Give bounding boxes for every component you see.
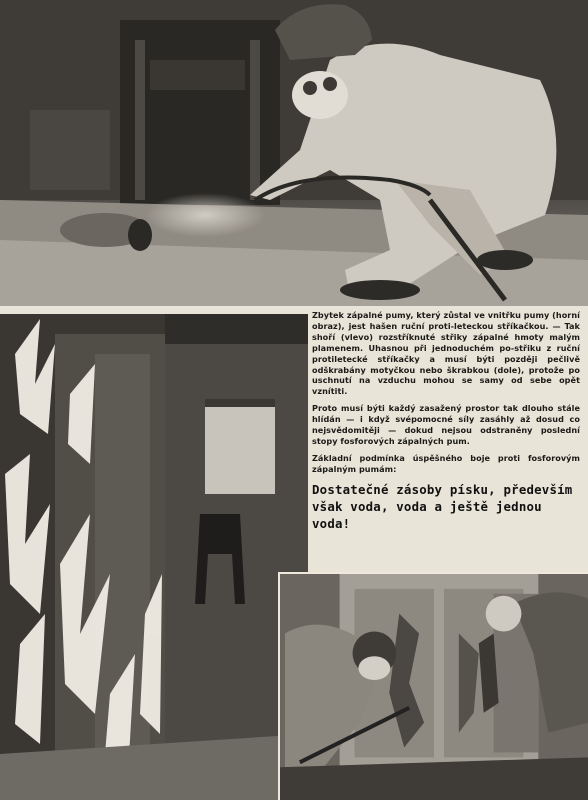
headline-water-sand: Dostatečné zásoby písku, především však voda, voda a ještě jednou voda!	[312, 481, 573, 531]
photo-top-firefighter	[0, 0, 588, 306]
photo-left-burning-door	[0, 314, 308, 800]
caption-paragraph-3: Základní podmínka úspěšného boje proti fosforovým zápalným pumám:	[312, 452, 580, 474]
caption-paragraph-1: Zbytek zápalné pumy, který zůstal ve vnitřku pumy (horní obraz), jest hašen ruční proti-leteckou stříkačkou. — Tak shoří (vlevo) rozstříknuté střiky zápalné hmoty malým plamenem. Uhasnou při jednoduchém po-střiku z ruční protiletecké stříkačky a musí býti později pečlivě odškrabány motyčkou nebo škrabkou (dole), protože po uschnutí na vzduchu mohou se samy od sebe opět vznítiti.	[312, 310, 580, 397]
photo-bottom-right-scraping	[278, 572, 588, 800]
caption-paragraph-2: Proto musí býti každý zasažený prostor tak dlouho stále hlídán — i když svépomocné síly zasáhly až dosud co nejsvědomitěji — dokud nejsou odstraněny poslední stopy fosforových zápalných pum.	[312, 403, 580, 446]
caption-column	[312, 310, 580, 572]
